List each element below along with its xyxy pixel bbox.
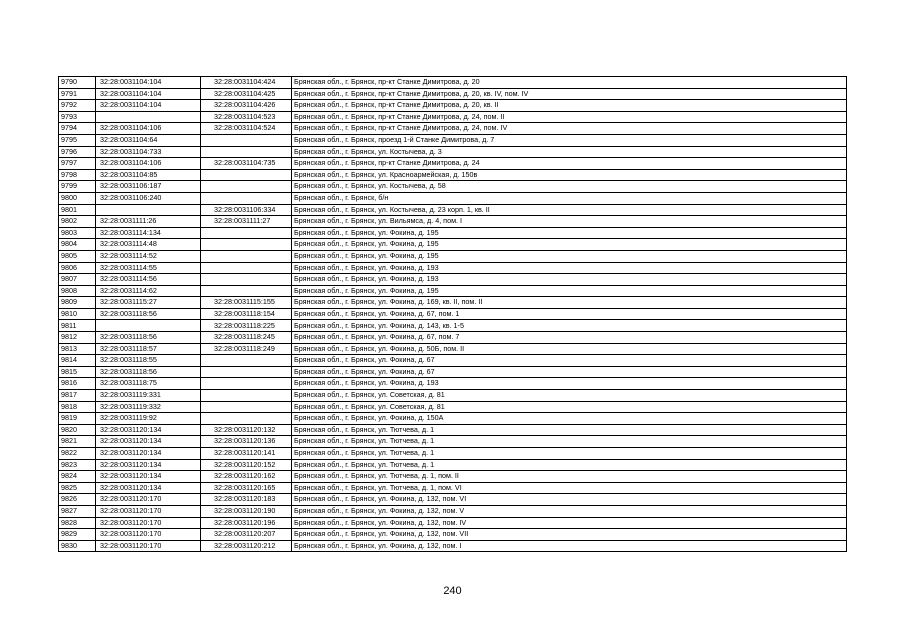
cadastral-number-cell: 32:28:0031120:134 <box>96 448 201 460</box>
row-number-cell: 9790 <box>59 77 96 89</box>
row-number-cell: 9830 <box>59 540 96 552</box>
cadastral-number-cell: 32:28:0031104:104 <box>96 100 201 112</box>
cadastral-number-cell: 32:28:0031119:332 <box>96 401 201 413</box>
table-row <box>59 424 847 436</box>
row-number-cell: 9806 <box>59 262 96 274</box>
premises-cadastral-number-cell <box>201 390 292 402</box>
premises-cadastral-number-cell: 32:28:0031111:27 <box>201 216 292 228</box>
address-cell: Брянская обл., г. Брянск, ул. Советская, д. 81 <box>292 401 847 413</box>
address-cell: Брянская обл., г. Брянск, ул. Тютчева, д. 1 <box>292 436 847 448</box>
cadastral-number-cell: 32:28:0031120:134 <box>96 436 201 448</box>
address-cell: Брянская обл., г. Брянск, ул. Фокина, д. 195 <box>292 250 847 262</box>
table-row <box>59 308 847 320</box>
table-row <box>59 274 847 286</box>
row-number-cell: 9816 <box>59 378 96 390</box>
premises-cadastral-number-cell: 32:28:0031118:249 <box>201 343 292 355</box>
page-number: 240 <box>443 585 462 597</box>
premises-cadastral-number-cell <box>201 274 292 286</box>
cadastral-number-cell: 32:28:0031120:170 <box>96 505 201 517</box>
table-row <box>59 77 847 89</box>
premises-cadastral-number-cell: 32:28:0031120:196 <box>201 517 292 529</box>
row-number-cell: 9803 <box>59 227 96 239</box>
table-row <box>59 355 847 367</box>
table-row <box>59 216 847 228</box>
premises-cadastral-number-cell: 32:28:0031120:152 <box>201 459 292 471</box>
premises-cadastral-number-cell: 32:28:0031118:154 <box>201 308 292 320</box>
table-row <box>59 146 847 158</box>
address-cell: Брянская обл., г. Брянск, ул. Фокина, д. 67 <box>292 355 847 367</box>
cadastral-number-cell: 32:28:0031104:104 <box>96 77 201 89</box>
row-number-cell: 9801 <box>59 204 96 216</box>
row-number-cell: 9805 <box>59 250 96 262</box>
cadastral-number-cell: 32:28:0031120:134 <box>96 482 201 494</box>
table-row <box>59 285 847 297</box>
premises-cadastral-number-cell: 32:28:0031104:523 <box>201 111 292 123</box>
address-cell: Брянская обл., г. Брянск, ул. Тютчева, д. 1, пом. VI <box>292 482 847 494</box>
row-number-cell: 9800 <box>59 192 96 204</box>
table-row <box>59 239 847 251</box>
premises-cadastral-number-cell: 32:28:0031120:165 <box>201 482 292 494</box>
premises-cadastral-number-cell <box>201 181 292 193</box>
row-number-cell: 9793 <box>59 111 96 123</box>
premises-cadastral-number-cell: 32:28:0031104:524 <box>201 123 292 135</box>
row-number-cell: 9826 <box>59 494 96 506</box>
row-number-cell: 9828 <box>59 517 96 529</box>
address-cell: Брянская обл., г. Брянск, ул. Тютчева, д. 1 <box>292 448 847 460</box>
cadastral-number-cell: 32:28:0031118:57 <box>96 343 201 355</box>
premises-cadastral-number-cell: 32:28:0031120:190 <box>201 505 292 517</box>
table-row <box>59 88 847 100</box>
registry-table-body <box>59 77 847 552</box>
table-row <box>59 413 847 425</box>
cadastral-number-cell <box>96 111 201 123</box>
row-number-cell: 9794 <box>59 123 96 135</box>
row-number-cell: 9825 <box>59 482 96 494</box>
address-cell: Брянская обл., г. Брянск, ул. Фокина, д. 132, пом. I <box>292 540 847 552</box>
row-number-cell: 9823 <box>59 459 96 471</box>
row-number-cell: 9798 <box>59 169 96 181</box>
address-cell: Брянская обл., г. Брянск, ул. Фокина, д. 195 <box>292 227 847 239</box>
table-row <box>59 320 847 332</box>
cadastral-number-cell: 32:28:0031114:62 <box>96 285 201 297</box>
address-cell: Брянская обл., г. Брянск, ул. Фокина, д. 193 <box>292 262 847 274</box>
address-cell: Брянская обл., г. Брянск, ул. Костычева, д. 58 <box>292 181 847 193</box>
table-row <box>59 297 847 309</box>
table-row <box>59 192 847 204</box>
table-row <box>59 181 847 193</box>
table-row <box>59 111 847 123</box>
address-cell: Брянская обл., г. Брянск, ул. Фокина, д. 195 <box>292 285 847 297</box>
premises-cadastral-number-cell <box>201 250 292 262</box>
premises-cadastral-number-cell <box>201 192 292 204</box>
table-row <box>59 459 847 471</box>
row-number-cell: 9792 <box>59 100 96 112</box>
premises-cadastral-number-cell <box>201 285 292 297</box>
row-number-cell: 9814 <box>59 355 96 367</box>
cadastral-number-cell: 32:28:0031104:85 <box>96 169 201 181</box>
address-cell: Брянская обл., г. Брянск, ул. Фокина, д. 132, пом. V <box>292 505 847 517</box>
address-cell: Брянская обл., г. Брянск, пр-кт Станке Димитрова, д. 20, кв. II <box>292 100 847 112</box>
table-row <box>59 204 847 216</box>
row-number-cell: 9815 <box>59 366 96 378</box>
table-row <box>59 134 847 146</box>
row-number-cell: 9813 <box>59 343 96 355</box>
table-row <box>59 482 847 494</box>
cadastral-number-cell: 32:28:0031114:134 <box>96 227 201 239</box>
address-cell: Брянская обл., г. Брянск, б/н <box>292 192 847 204</box>
premises-cadastral-number-cell: 32:28:0031104:735 <box>201 158 292 170</box>
premises-cadastral-number-cell: 32:28:0031104:426 <box>201 100 292 112</box>
row-number-cell: 9829 <box>59 529 96 541</box>
premises-cadastral-number-cell <box>201 227 292 239</box>
address-cell: Брянская обл., г. Брянск, проезд 1-й Станке Димитрова, д. 7 <box>292 134 847 146</box>
row-number-cell: 9802 <box>59 216 96 228</box>
premises-cadastral-number-cell: 32:28:0031120:136 <box>201 436 292 448</box>
address-cell: Брянская обл., г. Брянск, ул. Тютчева, д. 1 <box>292 424 847 436</box>
cadastral-number-cell: 32:28:0031114:48 <box>96 239 201 251</box>
row-number-cell: 9812 <box>59 332 96 344</box>
address-cell: Брянская обл., г. Брянск, ул. Фокина, д. 150А <box>292 413 847 425</box>
table-row <box>59 436 847 448</box>
cadastral-number-cell: 32:28:0031120:134 <box>96 424 201 436</box>
table-row <box>59 505 847 517</box>
address-cell: Брянская обл., г. Брянск, пр-кт Станке Димитрова, д. 20 <box>292 77 847 89</box>
address-cell: Брянская обл., г. Брянск, ул. Костычева, д. 3 <box>292 146 847 158</box>
premises-cadastral-number-cell <box>201 239 292 251</box>
cadastral-number-cell: 32:28:0031114:52 <box>96 250 201 262</box>
address-cell: Брянская обл., г. Брянск, ул. Фокина, д. 50Б, пом. II <box>292 343 847 355</box>
table-row <box>59 366 847 378</box>
address-cell: Брянская обл., г. Брянск, ул. Фокина, д. 67, пом. 7 <box>292 332 847 344</box>
cadastral-number-cell <box>96 320 201 332</box>
cadastral-number-cell: 32:28:0031120:134 <box>96 459 201 471</box>
premises-cadastral-number-cell <box>201 401 292 413</box>
row-number-cell: 9824 <box>59 471 96 483</box>
row-number-cell: 9791 <box>59 88 96 100</box>
table-row <box>59 390 847 402</box>
row-number-cell: 9817 <box>59 390 96 402</box>
cadastral-number-cell: 32:28:0031104:104 <box>96 88 201 100</box>
address-cell: Брянская обл., г. Брянск, ул. Фокина, д. 67 <box>292 366 847 378</box>
address-cell: Брянская обл., г. Брянск, ул. Фокина, д. 193 <box>292 378 847 390</box>
cadastral-number-cell: 32:28:0031106:187 <box>96 181 201 193</box>
premises-cadastral-number-cell <box>201 146 292 158</box>
row-number-cell: 9808 <box>59 285 96 297</box>
cadastral-number-cell: 32:28:0031115:27 <box>96 297 201 309</box>
row-number-cell: 9809 <box>59 297 96 309</box>
premises-cadastral-number-cell: 32:28:0031120:162 <box>201 471 292 483</box>
address-cell: Брянская обл., г. Брянск, пр-кт Станке Димитрова, д. 24, пом. II <box>292 111 847 123</box>
row-number-cell: 9810 <box>59 308 96 320</box>
address-cell: Брянская обл., г. Брянск, ул. Фокина, д. 169, кв. II, пом. II <box>292 297 847 309</box>
row-number-cell: 9827 <box>59 505 96 517</box>
cadastral-number-cell: 32:28:0031118:56 <box>96 366 201 378</box>
address-cell: Брянская обл., г. Брянск, пр-кт Станке Димитрова, д. 24, пом. IV <box>292 123 847 135</box>
table-row <box>59 378 847 390</box>
cadastral-number-cell <box>96 204 201 216</box>
row-number-cell: 9804 <box>59 239 96 251</box>
premises-cadastral-number-cell: 32:28:0031104:425 <box>201 88 292 100</box>
premises-cadastral-number-cell <box>201 413 292 425</box>
address-cell: Брянская обл., г. Брянск, ул. Фокина, д. 143, кв. 1-5 <box>292 320 847 332</box>
premises-cadastral-number-cell <box>201 169 292 181</box>
premises-cadastral-number-cell <box>201 378 292 390</box>
cadastral-number-cell: 32:28:0031119:92 <box>96 413 201 425</box>
cadastral-number-cell: 32:28:0031111:26 <box>96 216 201 228</box>
table-row <box>59 262 847 274</box>
premises-cadastral-number-cell <box>201 262 292 274</box>
cadastral-number-cell: 32:28:0031118:56 <box>96 332 201 344</box>
table-row <box>59 123 847 135</box>
premises-cadastral-number-cell: 32:28:0031118:225 <box>201 320 292 332</box>
address-cell: Брянская обл., г. Брянск, ул. Советская, д. 81 <box>292 390 847 402</box>
row-number-cell: 9807 <box>59 274 96 286</box>
address-cell: Брянская обл., г. Брянск, ул. Красноармейская, д. 150в <box>292 169 847 181</box>
premises-cadastral-number-cell: 32:28:0031106:334 <box>201 204 292 216</box>
table-row <box>59 343 847 355</box>
table-row <box>59 494 847 506</box>
cadastral-number-cell: 32:28:0031120:170 <box>96 517 201 529</box>
cadastral-number-cell: 32:28:0031118:55 <box>96 355 201 367</box>
address-cell: Брянская обл., г. Брянск, ул. Фокина, д. 132, пом. VII <box>292 529 847 541</box>
cadastral-number-cell: 32:28:0031120:170 <box>96 529 201 541</box>
address-cell: Брянская обл., г. Брянск, ул. Вильямса, д. 4, пом. I <box>292 216 847 228</box>
cadastral-number-cell: 32:28:0031119:331 <box>96 390 201 402</box>
row-number-cell: 9811 <box>59 320 96 332</box>
cadastral-number-cell: 32:28:0031120:170 <box>96 494 201 506</box>
address-cell: Брянская обл., г. Брянск, ул. Фокина, д. 132, пом. VI <box>292 494 847 506</box>
cadastral-number-cell: 32:28:0031104:106 <box>96 158 201 170</box>
table-row <box>59 169 847 181</box>
address-cell: Брянская обл., г. Брянск, пр-кт Станке Димитрова, д. 24 <box>292 158 847 170</box>
table-row <box>59 227 847 239</box>
cadastral-number-cell: 32:28:0031104:106 <box>96 123 201 135</box>
row-number-cell: 9796 <box>59 146 96 158</box>
premises-cadastral-number-cell: 32:28:0031120:183 <box>201 494 292 506</box>
cadastral-number-cell: 32:28:0031118:75 <box>96 378 201 390</box>
table-row <box>59 100 847 112</box>
cadastral-number-cell: 32:28:0031120:134 <box>96 471 201 483</box>
cadastral-number-cell: 32:28:0031118:56 <box>96 308 201 320</box>
address-cell: Брянская обл., г. Брянск, ул. Фокина, д. 193 <box>292 274 847 286</box>
row-number-cell: 9797 <box>59 158 96 170</box>
cadastral-number-cell: 32:28:0031106:240 <box>96 192 201 204</box>
premises-cadastral-number-cell <box>201 355 292 367</box>
cadastral-number-cell: 32:28:0031104:733 <box>96 146 201 158</box>
table-row <box>59 158 847 170</box>
row-number-cell: 9821 <box>59 436 96 448</box>
address-cell: Брянская обл., г. Брянск, ул. Костычева, д. 23 корп. 1, кв. II <box>292 204 847 216</box>
table-row <box>59 529 847 541</box>
premises-cadastral-number-cell <box>201 134 292 146</box>
premises-cadastral-number-cell <box>201 366 292 378</box>
cadastral-number-cell: 32:28:0031114:55 <box>96 262 201 274</box>
address-cell: Брянская обл., г. Брянск, пр-кт Станке Димитрова, д. 20, кв. IV, пом. IV <box>292 88 847 100</box>
premises-cadastral-number-cell: 32:28:0031120:212 <box>201 540 292 552</box>
table-row <box>59 401 847 413</box>
premises-cadastral-number-cell: 32:28:0031120:207 <box>201 529 292 541</box>
row-number-cell: 9795 <box>59 134 96 146</box>
cadastral-number-cell: 32:28:0031114:56 <box>96 274 201 286</box>
table-row <box>59 250 847 262</box>
table-row <box>59 517 847 529</box>
row-number-cell: 9799 <box>59 181 96 193</box>
address-cell: Брянская обл., г. Брянск, ул. Тютчева, д. 1 <box>292 459 847 471</box>
premises-cadastral-number-cell: 32:28:0031118:245 <box>201 332 292 344</box>
registry-table <box>58 76 847 552</box>
address-cell: Брянская обл., г. Брянск, ул. Фокина, д. 195 <box>292 239 847 251</box>
premises-cadastral-number-cell: 32:28:0031104:424 <box>201 77 292 89</box>
address-cell: Брянская обл., г. Брянск, ул. Фокина, д. 67, пом. 1 <box>292 308 847 320</box>
cadastral-number-cell: 32:28:0031120:170 <box>96 540 201 552</box>
row-number-cell: 9820 <box>59 424 96 436</box>
cadastral-number-cell: 32:28:0031104:64 <box>96 134 201 146</box>
row-number-cell: 9822 <box>59 448 96 460</box>
table-row <box>59 471 847 483</box>
premises-cadastral-number-cell: 32:28:0031120:141 <box>201 448 292 460</box>
row-number-cell: 9819 <box>59 413 96 425</box>
premises-cadastral-number-cell: 32:28:0031120:132 <box>201 424 292 436</box>
premises-cadastral-number-cell: 32:28:0031115:155 <box>201 297 292 309</box>
table-row <box>59 332 847 344</box>
table-row <box>59 540 847 552</box>
row-number-cell: 9818 <box>59 401 96 413</box>
address-cell: Брянская обл., г. Брянск, ул. Тютчева, д. 1, пом. II <box>292 471 847 483</box>
table-row <box>59 448 847 460</box>
address-cell: Брянская обл., г. Брянск, ул. Фокина, д. 132, пом. IV <box>292 517 847 529</box>
